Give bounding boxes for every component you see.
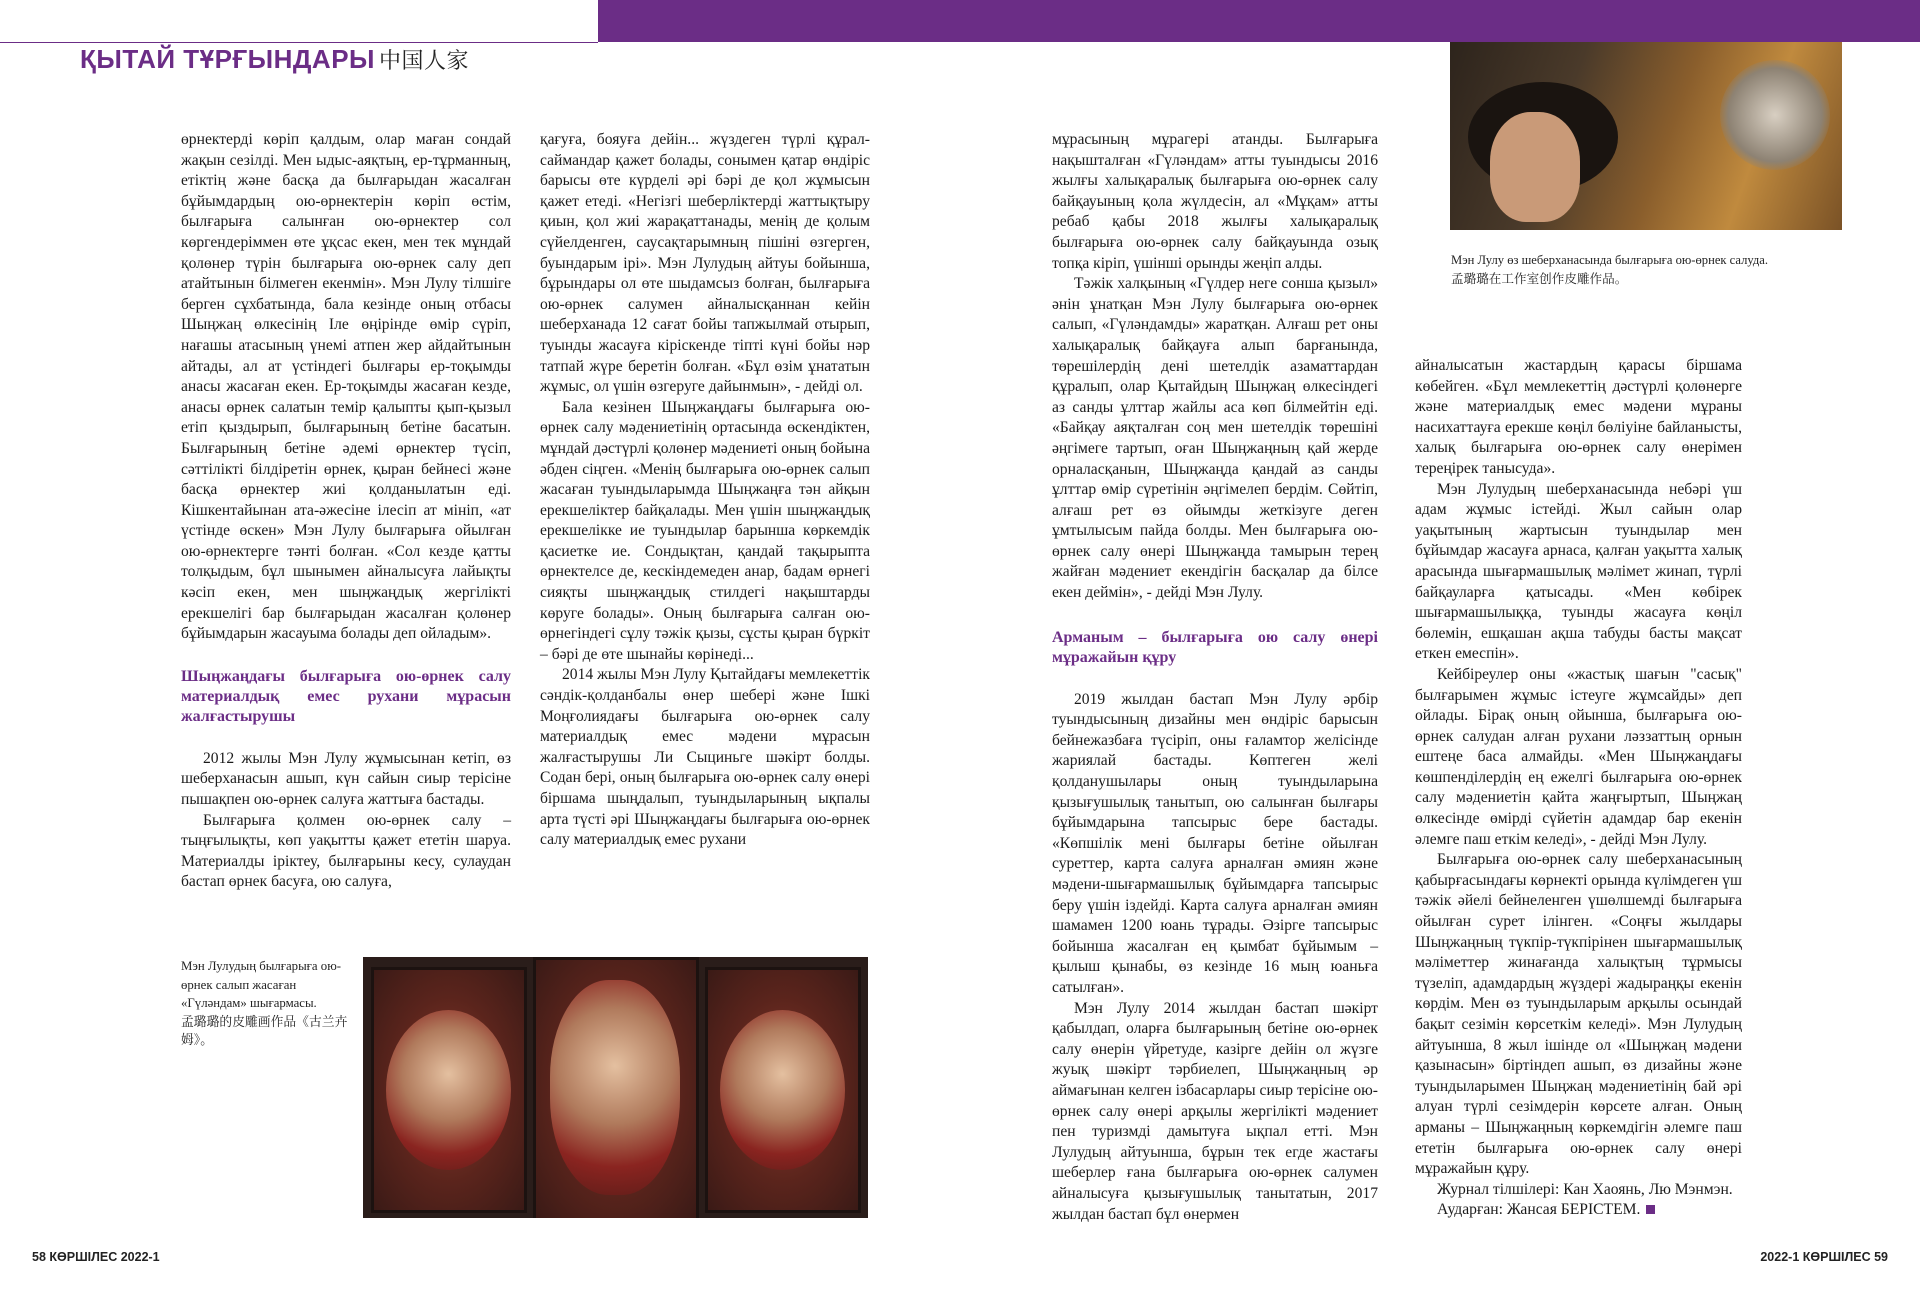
portrait-left bbox=[386, 1010, 511, 1170]
portrait-right bbox=[720, 1010, 845, 1170]
article-column-1 bbox=[181, 130, 511, 893]
photo-caption-bottom bbox=[181, 957, 356, 1050]
paragraph: Кейбіреулер оны «жастық шағын "сасық" былғарымен жұмыс істеуге жұмсайды» деп ойлады. Бірақ оның ойынша, былғарыға ою-өрнек салудан алған рухани ләззаттың орнын ештеңе баса алмайды. «Мен Шыңжаңдағы көшпенділердің ең ежелгі былғарыға ою-өрнек салу мәдениетін қайта жаңғыртып, Шыңжаң өлкесінде өмірді сүйетін адамдар бар екенін әлемге паш еткім келеді», - дейді Мэн Лулу. bbox=[1415, 665, 1742, 848]
paragraph: айналысатын жастардың қарасы біршама көбейген. «Бұл мемлекеттің дәстүрлі қолөнерге және материалдық емес мәдени мұраны насихаттауға ерекше көңіл бөліуіне байланысты, халық былғарыға ою-өрнек салу өнерімен тереңірек танысуда». bbox=[1415, 357, 1742, 477]
section-header bbox=[80, 44, 469, 75]
header-rule bbox=[0, 42, 598, 43]
photo-leather-carving bbox=[1720, 60, 1830, 170]
article-column-4 bbox=[1415, 356, 1742, 1221]
paragraph: Тәжік халқының «Гүлдер неге сонша қызыл» әнін ұнатқан Мэн Лулу былғарыға ою-өрнек салып, «Гүләндамды» жаратқан. Алғаш рет оны халықаралық байқауға алып барғанында, төрешілердің дені шетелдік азаматтардан құралып, олар Қытайдың Шыңжаң өлкесіндегі аз санды ұлттар жайлы аса көп білмейтін еді. «Байқау аяқталған соң мен шетелдік төрешіні әңгімеге тартып, оған Шыңжаңның қай жерде орналасқанын, Шыңжаңда қандай аз санды ұлттар өмір сүретінін әңгімелеп бердім. Сөйтіп, алғаш рет өз ойымды жеткізуге деген ұмтылысым пайда болды. Мен былғарыға ою-өрнек салу өнері Шыңжаңда тамырын терең жайған мәдениет екендігін басқалар да білсе екен деймін», - дейді Мэн Лулу. bbox=[1052, 275, 1378, 602]
photo-figure-face bbox=[1490, 112, 1580, 222]
paragraph: 2014 жылы Мэн Лулу Қытайдағы мемлекеттік сәндік-қолданбалы өнер шебері және Ішкі Моңғолиядағы былғарыға ою-өрнек салу материалдық емес мәдени мұрасын жалғастырушы Ли Сыциньге шәкірт болды. Содан бері, оның былғарыға ою-өрнек салу өнері біршама шыңдалып, туындыларының ықпалы арта түсті әрі Шыңжаңдағы былғарыға ою-өрнек салу материалдық емес рухани bbox=[540, 666, 870, 849]
subheading: Арманым – былғарыға ою салу өнері мұражайын құру bbox=[1052, 628, 1378, 666]
paragraph: Былғарыға қолмен ою-өрнек салу – тыңғылықты, көп уақытты қажет ететін шаруа. Материалды іріктеу, былғарыны кесу, сулаудан бастап өрнек басуға, ою салуға, bbox=[181, 811, 511, 891]
caption-cn: 孟璐璐的皮雕画作品《古兰卉姆》。 bbox=[181, 1014, 348, 1048]
paragraph: мұрасының мұрагері атанды. Былғарыға нақышталған «Гүләндам» атты туындысы 2016 жылғы халықаралық былғарыға ою-өрнек салу байқауының қола жүлдесін, ал «Мұқам» атты ребаб қабы 2018 жылғы халықаралық былғарыға ою-өрнек салу байқауында озық топқа кіріп, үшінші орынды жеңіп алды. bbox=[1052, 131, 1378, 272]
photo-caption-top bbox=[1451, 251, 1851, 289]
article-column-3 bbox=[1052, 130, 1378, 1225]
article-column-2 bbox=[540, 130, 870, 851]
artwork-panel-right bbox=[705, 967, 861, 1213]
caption-kk: Мэн Лулудың былғарыға ою-өрнек салып жасаған «Гүләндам» шығармасы. bbox=[181, 959, 342, 1011]
artwork-panel-center bbox=[533, 957, 699, 1218]
subheading: Шыңжаңдағы былғарыға ою-өрнек салу материалдық емес рухани мұрасын жалғастырушы bbox=[181, 667, 511, 725]
paragraph: Бала кезінен Шыңжаңдағы былғарыға ою-өрнек салу мәдениетінің ортасында өскендіктен, мұндай дәстүрлі қолөнер мәдениеті оның бойына әбден сіңген. «Менің былғарыға ою-өрнек салып жасаған туындыларымда Шыңжаңға тән айқын ерекшеліктер байқалады. Мен үшін шыңжаңдық ерекшелікке ие туындылар барынша көркемдік қасиетке ие. Сондықтан, қандай тақырыпта өрнектелсе де, кескіндемеден анар, бадам өрнегі сияқты шыңжаңдық стилдегі нақыштарды көруге болады». Оның былғарыға салған ою-өрнегіндегі сұлу тәжік қызы, сұсты қыран бүркіт – бәрі де өте шынайы көрінеді... bbox=[540, 398, 870, 663]
workshop-photo bbox=[1450, 42, 1842, 230]
caption-cn: 孟璐璐在工作室创作皮雕作品。 bbox=[1451, 272, 1628, 286]
paragraph: Мэн Лулудың шеберханасында небәрі үш адам жұмыс істейді. Жыл сайын олар уақытының жартысын туындылар мен бұйымдар жасауға арнаса, қалған уақытта халық арасында шығармашылық мәлімет жинап, түрлі байқауларға қатысады. «Мен көбірек шығармашылыққа, туынды жасауға көңіл бөлемін, ешқашан ақша табуды басты мақсат еткен емеспін». bbox=[1415, 480, 1742, 663]
caption-kk: Мэн Лулу өз шеберханасында былғарыға ою-өрнек салуда. bbox=[1451, 253, 1769, 267]
portrait-center bbox=[550, 980, 680, 1195]
page-footer-right: 2022-1 КӨРШІЛЕС 59 bbox=[1760, 1250, 1888, 1264]
header-color-bar bbox=[598, 0, 1920, 42]
paragraph: Былғарыға ою-өрнек салу шеберханасының қабырғасындағы көрнекті орында күлімдеген үш тәжік әйелі бейнеленген үшөлшемді былғарыға ойылған сурет ілінген. «Соңғы жылдары Шыңжаңның түкпір-түкпірінен шығармашылық мәліметтер жинағанда халықтың тұрмысы түзеліп, адамдардың жүздері жадыраңқы екенін көрдім. Мен өз туындыларым арқылы осындай бақыт сезімін көрсеткім келеді». Мэн Лулудың айтуынша, 8 жыл ішінде ол «Шыңжаң мәдени қазынасын» біртіндеп ашып, өз дизайны және туындыларымен Шыңжаң мәдениетінің бай әрі алуан түрлі сезімдерін көрсете алған. Оның арманы – Шыңжаңның көркемдігін әлемге паш ететін былғарыға ою-өрнек салу өнері мұражайын құру. bbox=[1415, 851, 1742, 1178]
section-title: ҚЫТАЙ ТҰРҒЫНДАРЫ bbox=[80, 44, 376, 74]
artwork-photo bbox=[363, 957, 868, 1218]
paragraph: Мэн Лулу 2014 жылдан бастап шәкірт қабылдап, оларға былғарының бетіне ою-өрнек салу өнерін үйретуде, казірге дейін ол жүзге жуық шәкірт тәрбиелеп, Шыңжаңның әр аймағынан келген ізбасарлары сиыр терісіне ою-өрнек салу өнері арқылы жергілікті мәдениет пен туризмді дамытуға ықпал етті. Мэн Лулудың айтуынша, бұрын тек егде жастағы шеберлер ғана былғарыға ою-өрнек салумен айналысуға қызығушылық танытатын, 2017 жылдан бастап бұл өнермен bbox=[1052, 999, 1378, 1223]
paragraph: өрнектерді көріп қалдым, олар маған сондай жақын сезілді. Мен ыдыс-аяқтың, ер-тұрманның, етіктің және басқа да былғарыдан жасалған бұйымдардың ою-өрнектерін көріп өстім, былғарыға салынған ою-өрнектер сол көргендеріммен өте ұқсас екен, мен тек мұндай қолөнер түрін былғарыға ою-өрнек салу деп атайтынын білмеген екенмін». Мэн Лулу тілшіге берген сұхбатында, бала кезінде оның отбасы Шыңжаң өлкесінің Іле өңірінде өмір сүріп, нағашы атасының үнемі атпен жер айдайтынын айтады, ал ат үстіндегі былғары ер-тоқымды анасы жасаған екен. Ер-тоқымды жасаған кезде, анасы өрнек салатын темір қалыпты қып-қызыл етіп қыздырып, былғарының бетіне басатын. Былғарының бетіне әдемі өрнектер түсіп, сәттілікті білдіретін өрнек, қыран бейнесі және басқа өрнектер жиі қолданылатын еді. Кішкентайынан ата-әжесіне ілесіп ат мініп, «ат үстінде өскен» Мэн Лулу былғарыға ойылған ою-өрнектерге тәнті болған. «Сол кезде қатты толқыдым, бұл шынымен айналысуға лайықты кәсіп екен, мен шыңжаңдық жергілікті ерекшелігі бар былғарыдан жасалған қолөнер бұйымдарын жасауыма болады деп ойладым». bbox=[181, 131, 511, 643]
page-footer-left: 58 КӨРШІЛЕС 2022-1 bbox=[32, 1250, 160, 1264]
credit-line-translator bbox=[1415, 1200, 1742, 1221]
credit-text: Аударған: Жансая БЕРІСТЕМ. bbox=[1437, 1201, 1641, 1219]
section-title-cn: 中国人家 bbox=[379, 48, 470, 73]
paragraph: 2012 жылы Мэн Лулу жұмысынан кетіп, өз шеберханасын ашып, күн сайын сиыр терісіне пышақпен ою-өрнек салуға жаттыға бастады. bbox=[181, 749, 511, 809]
end-mark-icon bbox=[1646, 1205, 1655, 1214]
paragraph: қағуға, бояуға дейін... жүздеген түрлі құрал-саймандар қажет болады, сонымен қатар өндіріс барысы өте күрделі әрі бәрі де қол жұмысын қажет етеді. «Негізгі шеберліктерді жаттықтыру қиын, қол жиі жарақаттанады, менің де қолым сүйелденген, саусақтарымның пішіні өзгерген, буындарым ірі». Мэн Лулудың айтуы бойынша, бұрындары ол өте шыдамсыз болған, былғарыға ою-өрнек салумен айналысқаннан кейін шеберханада 12 сағат бойы тапжылмай отырып, туынды жасауға кіріскенде тіпті күні бойы нәр татпай жүре беретін болған. «Бұл өзім ұнататын жұмыс, ол үшін өзгеруге дайынмын», - дейді ол. bbox=[540, 131, 870, 396]
credit-line: Журнал тілшілері: Кан Хаоянь, Лю Мэнмэн. bbox=[1437, 1180, 1733, 1198]
artwork-panel-left bbox=[371, 967, 527, 1213]
paragraph: 2019 жылдан бастап Мэн Лулу әрбір туындысының дизайны мен өндіріс барысын бейнежазбаға түсіріп, оны ғаламтор желісінде жариялай бастады. Көптеген желі қолданушылары оның туындыларына қызығушылық танытып, ою салынған былғары бұйымдарына тапсырыс бере бастады. «Көпшілік мені былғары бетіне ойылған суреттер, карта салуға арналған әмиян және мәдени-шығармашылық бұйымдарға тапсырыс беру үшін іздейді. Карта салуға арналған әмиян шамамен 1200 юань тұрады. Әзірге тапсырыс бойынша жасалған ең қымбат бұйымым – қылыш қынабы, өз кезінде 16 мың юаньға сатылған». bbox=[1052, 690, 1378, 996]
